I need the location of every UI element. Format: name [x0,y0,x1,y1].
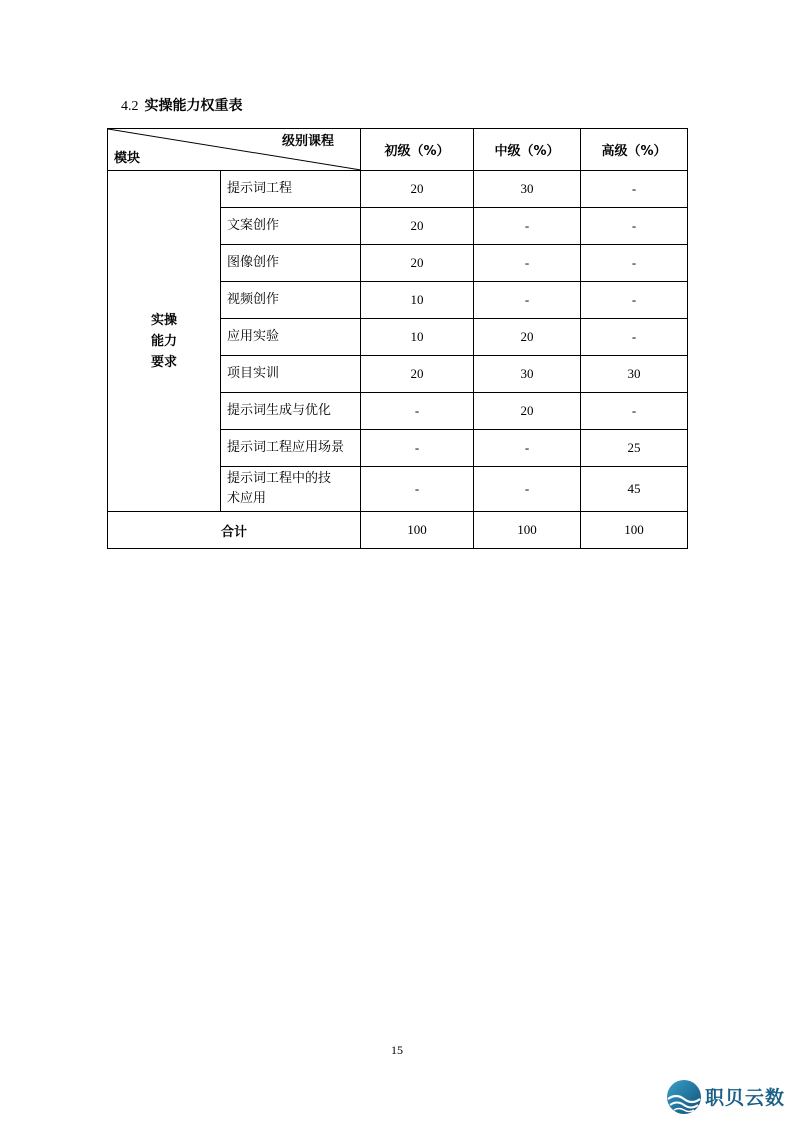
total-row [108,512,688,549]
page-number: 15 [391,1043,403,1057]
section-heading [121,96,243,117]
total-label: 合计 [108,512,361,549]
value-intermediate: 20 [474,393,581,430]
watermark-logo [664,1077,788,1119]
module-line: 能力 [150,333,177,349]
course-name: 提示词生成与优化 [221,393,361,430]
course-name: 图像创作 [221,245,361,282]
value-beginner: 20 [361,208,474,245]
value-advanced: 45 [581,467,688,512]
total-advanced: 100 [581,512,688,549]
value-intermediate: - [474,467,581,512]
weight-table [107,128,688,549]
value-advanced: - [581,319,688,356]
level-header-advanced: 高级（%） [581,129,688,171]
value-advanced: 25 [581,430,688,467]
value-advanced: 30 [581,356,688,393]
value-beginner: 10 [361,319,474,356]
course-name: 文案创作 [221,208,361,245]
total-intermediate: 100 [474,512,581,549]
value-intermediate: 30 [474,356,581,393]
corner-label-course: 级别课程 [281,134,334,149]
value-advanced: - [581,393,688,430]
table-row [108,171,688,208]
value-beginner: 20 [361,171,474,208]
value-advanced: - [581,171,688,208]
course-name [221,467,361,512]
value-advanced: - [581,208,688,245]
watermark-text: 职贝云数 [705,1087,786,1109]
value-beginner: 20 [361,245,474,282]
value-beginner: 20 [361,356,474,393]
corner-header-cell [108,129,361,171]
wave-globe-icon [664,1077,704,1117]
course-name: 应用实验 [221,319,361,356]
course-name: 项目实训 [221,356,361,393]
course-name-line: 术应用 [227,491,267,506]
course-name: 提示词工程应用场景 [221,430,361,467]
level-header-intermediate: 中级（%） [474,129,581,171]
value-beginner: - [361,393,474,430]
module-cell [108,171,221,512]
value-intermediate: 20 [474,319,581,356]
value-advanced: - [581,282,688,319]
value-intermediate: - [474,208,581,245]
total-beginner: 100 [361,512,474,549]
value-beginner: - [361,430,474,467]
module-line: 要求 [150,354,177,370]
level-header-beginner: 初级（%） [361,129,474,171]
course-name-line: 提示词工程中的技 [227,471,332,486]
module-line: 实操 [150,312,177,328]
course-name: 视频创作 [221,282,361,319]
value-intermediate: - [474,282,581,319]
value-beginner: - [361,467,474,512]
corner-label-module: 模块 [114,151,141,166]
value-intermediate: - [474,245,581,282]
value-advanced: - [581,245,688,282]
section-number: 4.2 [121,99,139,114]
course-name: 提示词工程 [221,171,361,208]
value-intermediate: 30 [474,171,581,208]
value-beginner: 10 [361,282,474,319]
table-header-row [108,129,688,171]
section-title: 实操能力权重表 [144,98,243,114]
value-intermediate: - [474,430,581,467]
